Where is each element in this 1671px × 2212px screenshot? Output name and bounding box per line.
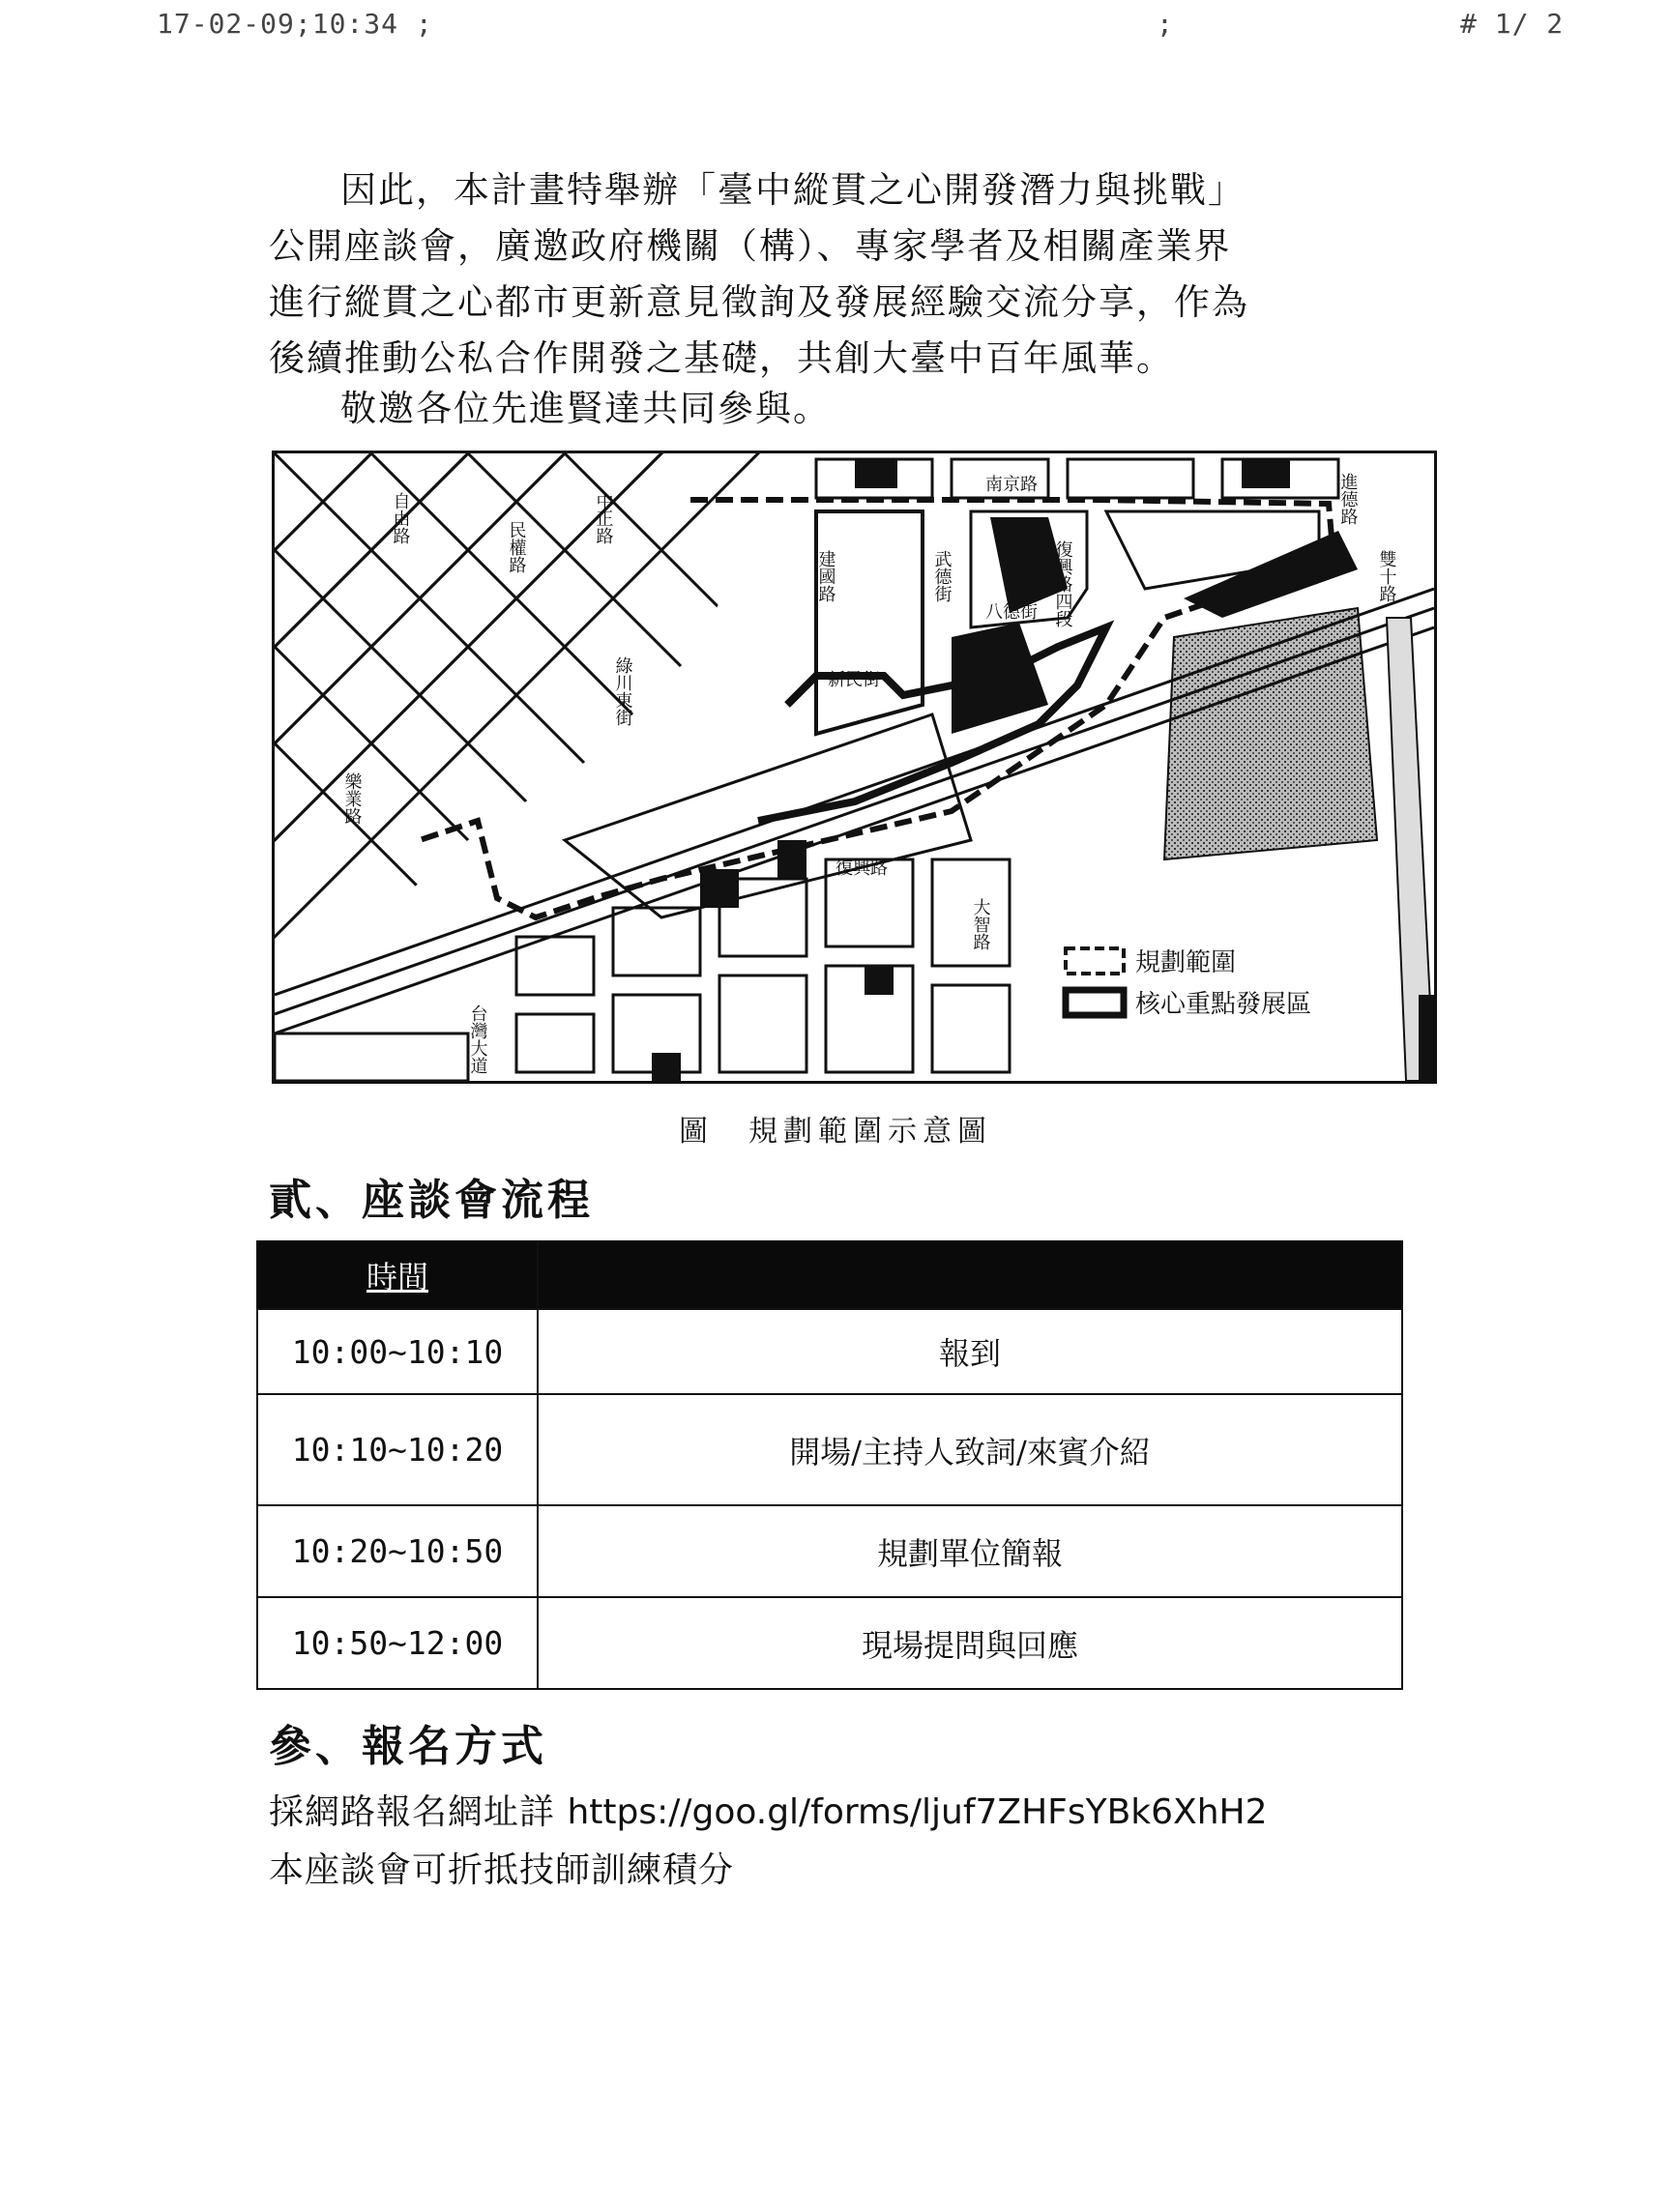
schedule-time: 10:50~12:00 [257, 1597, 538, 1689]
street-label-luchuan-east: 綠川東街 [612, 656, 633, 726]
section3-title: 參、報名方式 [269, 1722, 547, 1771]
registration-prefix: 採網路報名網址詳 [269, 1792, 568, 1832]
schedule-table [256, 1240, 1403, 1690]
schedule-item: 開場/主持人致詞/來賓介紹 [538, 1394, 1402, 1505]
section2-title: 貳、座談會流程 [269, 1176, 594, 1225]
intro-line-2: 公開座談會，廣邀政府機關（構）、專家學者及相關產業界 [269, 225, 1232, 267]
credit-note: 本座談會可折抵技師訓練積分 [269, 1850, 735, 1890]
street-label-zhongzheng: 中正路 [593, 492, 614, 544]
street-label-shuangshi: 雙十路 [1376, 550, 1397, 602]
intro-line-3: 進行縱貫之心都市更新意見徵詢及發展經驗交流分享，作為 [269, 281, 1249, 323]
planning-area-map [272, 451, 1437, 1084]
street-label-fuxing-4: 復興路四段 [1052, 540, 1073, 627]
street-label-bade: 八德街 [985, 602, 1038, 623]
schedule-item: 現場提問與回應 [538, 1597, 1402, 1689]
table-row [257, 1505, 1402, 1597]
fax-timestamp: 17-02-09;10:34 ; [157, 8, 433, 40]
schedule-time: 10:20~10:50 [257, 1505, 538, 1597]
legend-planning-area: 規劃範圍 [1135, 948, 1237, 977]
street-label-nanjing: 南京路 [985, 475, 1038, 495]
street-label-jinde: 進德路 [1337, 473, 1359, 525]
street-label-xinmin: 新民街 [828, 670, 880, 690]
registration-url-link[interactable]: https://goo.gl/forms/ljuf7ZHFsYBk6XhH2 [567, 1792, 1268, 1832]
figure-caption: 圖 規劃範圍示意圖 [679, 1115, 992, 1149]
table-row [257, 1597, 1402, 1689]
schedule-item: 規劃單位簡報 [538, 1505, 1402, 1597]
map-legend [1058, 937, 1387, 1033]
schedule-time: 10:00~10:10 [257, 1309, 538, 1394]
schedule-header-time: 時間 [257, 1241, 538, 1309]
table-row [257, 1394, 1402, 1505]
street-label-minquan: 民權路 [506, 521, 527, 573]
street-label-leye: 樂業路 [341, 772, 363, 825]
schedule-time: 10:10~10:20 [257, 1394, 538, 1505]
schedule-header-row [257, 1241, 1402, 1309]
fax-page-number: # 1/ 2 [1460, 8, 1565, 40]
street-label-dazhi: 大智路 [970, 898, 991, 950]
street-label-taiwan-blvd: 台灣大道 [467, 1004, 488, 1074]
intro-line-4: 後續推動公私合作開發之基礎，共創大臺中百年風華。 [269, 337, 1174, 379]
registration-line [269, 1785, 1268, 1834]
street-label-wude: 武德街 [931, 550, 953, 602]
street-label-ziyou: 自由路 [390, 492, 411, 544]
table-row [257, 1309, 1402, 1394]
intro-line-1: 因此，本計畫特舉辦「臺中縱貫之心開發潛力與挑戰」 [340, 169, 1246, 211]
legend-core-area: 核心重點發展區 [1135, 990, 1312, 1019]
schedule-item: 報到 [538, 1309, 1402, 1394]
invitation-line: 敬邀各位先進賢達共同參與。 [340, 388, 831, 429]
fax-separator: ; [1157, 8, 1174, 40]
street-label-jianguo: 建國路 [815, 550, 836, 602]
schedule-header-item [538, 1241, 1402, 1309]
intro-paragraph [269, 162, 1400, 387]
street-label-fuxing: 復興路 [836, 859, 888, 879]
